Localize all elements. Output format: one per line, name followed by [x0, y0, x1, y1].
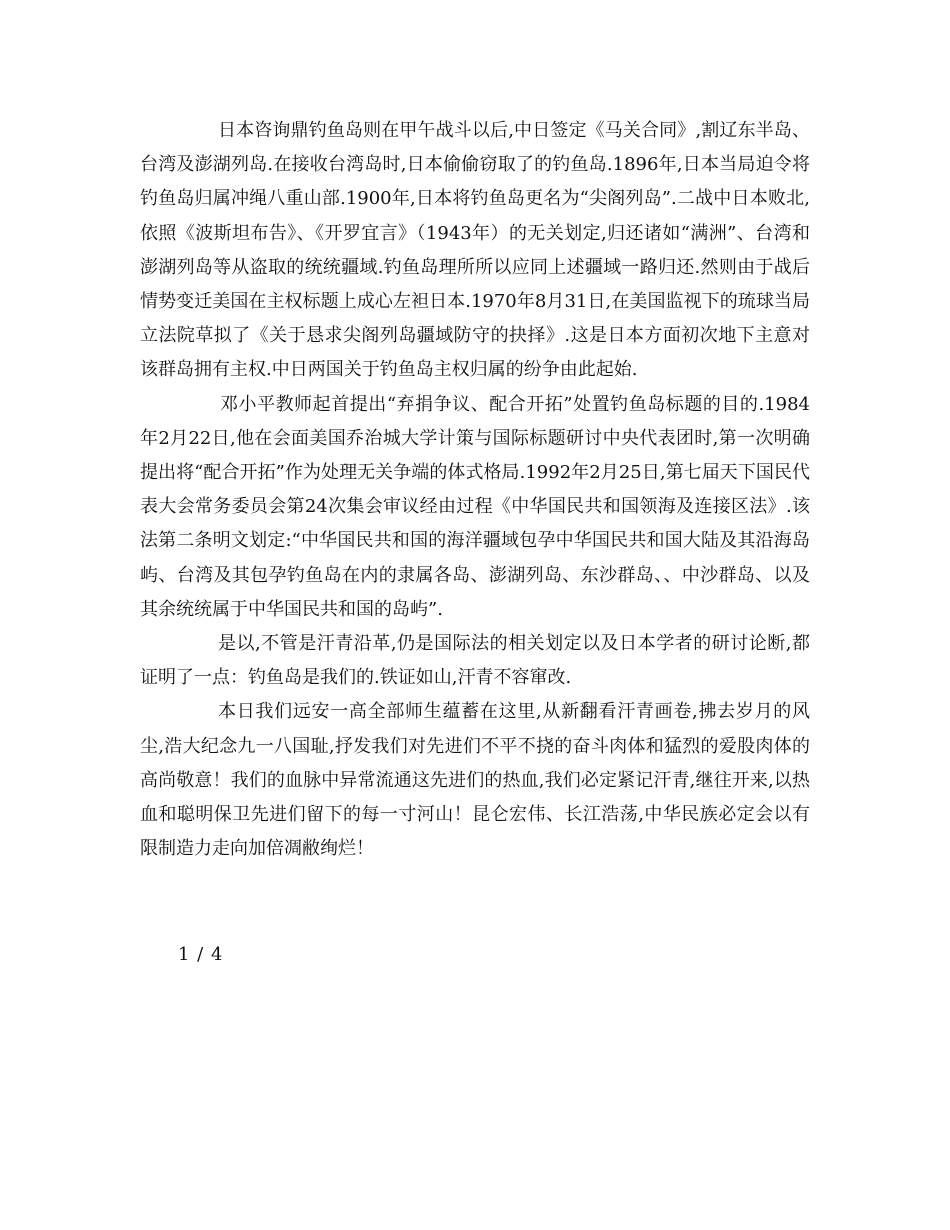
page-number: 1 / 4	[178, 944, 224, 965]
paragraph-1: 日本咨询鼎钓鱼岛则在甲午战斗以后,中日签定《马关合同》,割辽东半岛、台湾及澎湖列岛.在接收台湾岛时,日本偷偷窃取了的钓鱼岛.1896年,日本当局迫令将钓鱼岛归属冲绳八重山部.1900年,日本将钓鱼岛更名为“尖阁列岛”.二战中日本败北,依照《波斯坦布告》、《开罗宜言》（1943年）的无关划定,归还诸如“满洲”、台湾和澎湖列岛等从盗取的统统疆域.钓鱼岛理所所以应同上述疆域一路归还.然则由于战后情势变迁美国在主权标题上成心左袒日本.1970年8月31日,在美国监视下的琉球当局立法院草拟了《关于恳求尖阁列岛疆域防守的抉择》.这是日本方面初次地下主意对该群岛拥有主权.中日两国关于钓鱼岛主权归属的纷争由此起始.	[140, 120, 810, 381]
document-body	[140, 114, 810, 866]
paragraph-3: 是以,不管是汗青沿革,仍是国际法的相关划定以及日本学者的研讨论断,都证明了一点：钓鱼岛是我们的.铁证如山,汗青不容窜改.	[140, 633, 810, 689]
paragraph-2: 邓小平教师起首提出“弃捐争议、配合开拓”处置钓鱼岛标题的目的.1984年2月22日,他在会面美国乔治城大学计策与国际标题研讨中央代表团时,第一次明确提出将“配合开拓”作为处理无关争端的体式格局.1992年2月25日,第七届天下国民代表大会常务委员会第24次集会审议经由过程《中华国民共和国领海及连接区法》.该法第二条明文划定:“中华国民共和国的海洋疆域包孕中华国民共和国大陆及其沿海岛屿、台湾及其包孕钓鱼岛在内的隶属各岛、澎湖列岛、东沙群岛、、中沙群岛、以及其余统统属于中华国民共和国的岛屿”.	[140, 393, 810, 620]
paragraph-4: 本日我们远安一高全部师生蕴蓄在这里,从新翻看汗青画卷,拂去岁月的风尘,浩大纪念九一八国耻,抒发我们对先进们不平不挠的奋斗肉体和猛烈的爱股肉体的高尚敬意！我们的血脉中异常流通这先进们的热血,我们必定紧记汗青,继往开来,以热血和聪明保卫先进们留下的每一寸河山！昆仑宏伟、长江浩荡,中华民族必定会以有限制造力走向加倍凋敝绚烂！	[140, 701, 810, 860]
